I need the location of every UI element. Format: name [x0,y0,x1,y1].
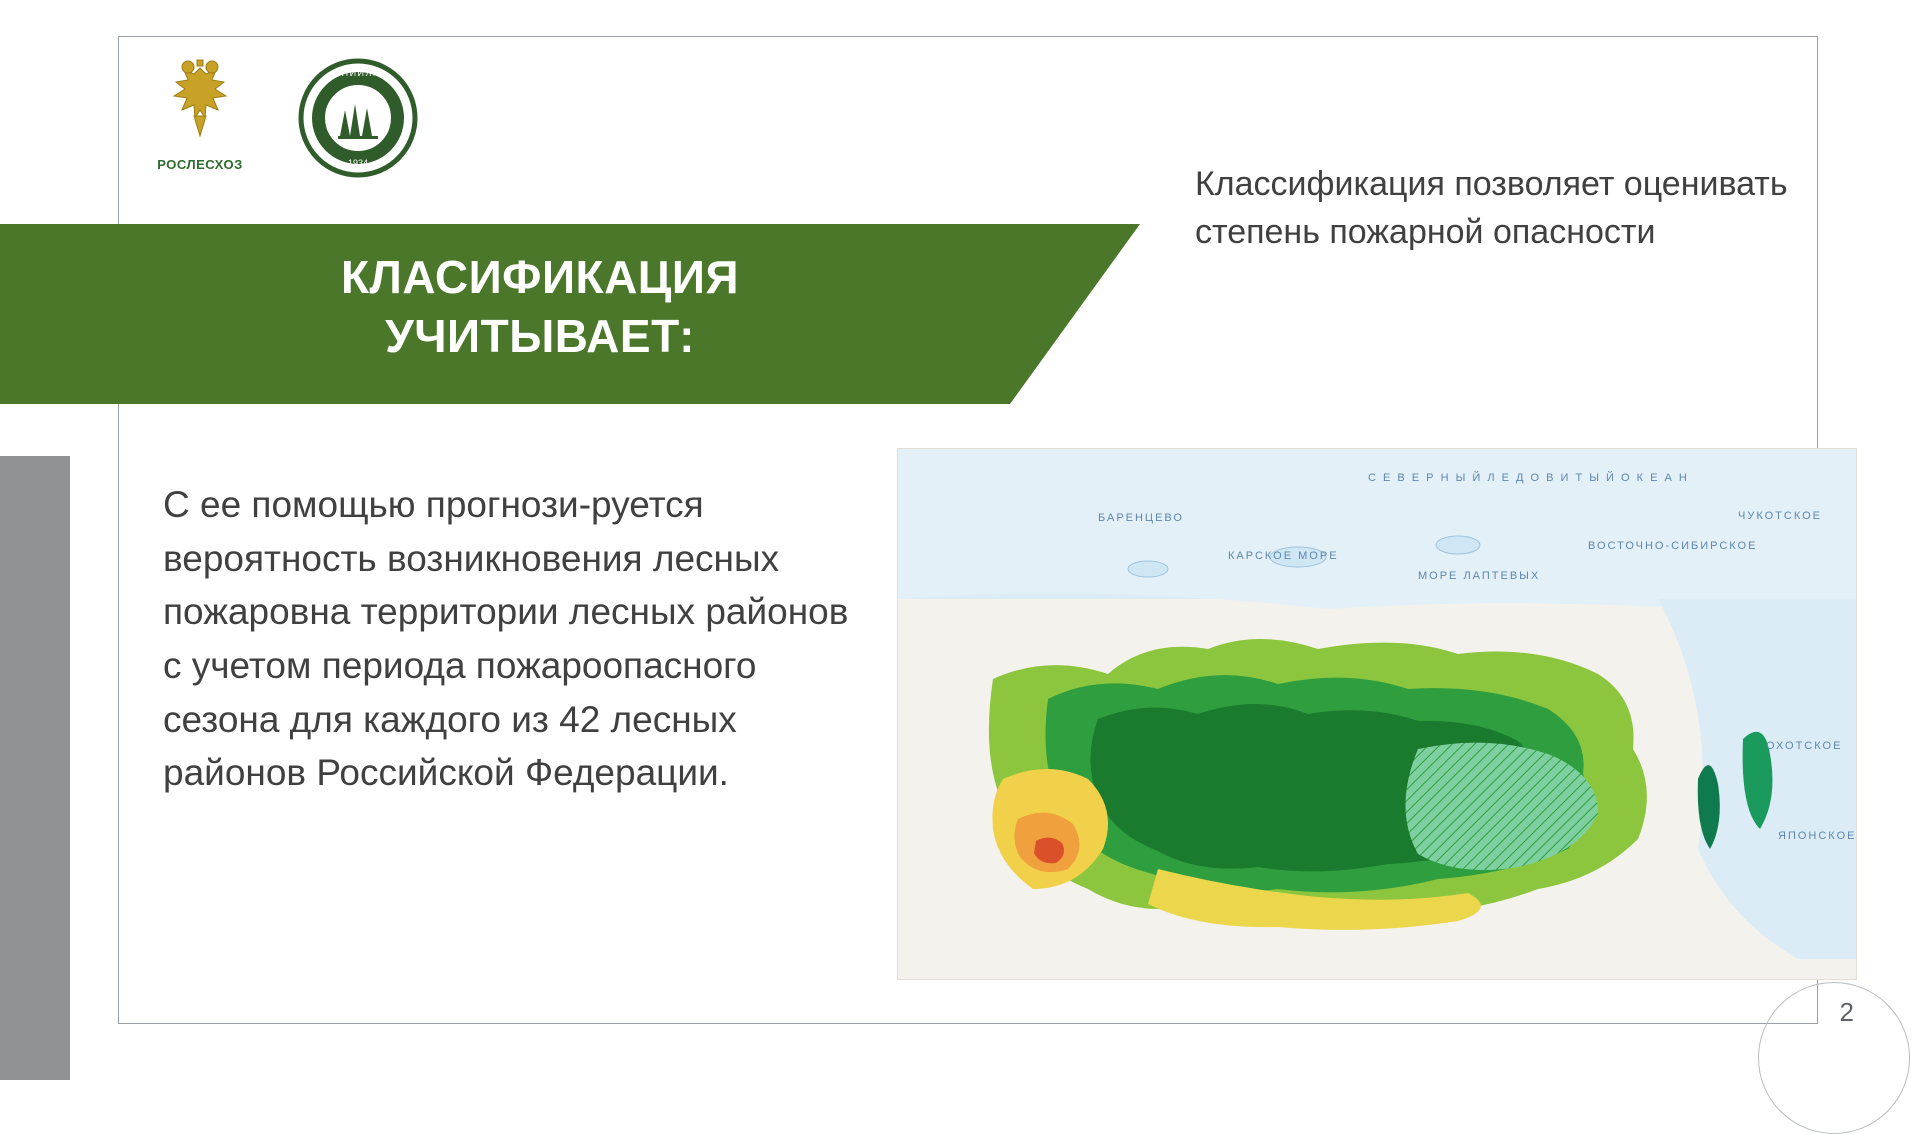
right-heading: Классификация позволяет оценивать степень пожарной опасности [1195,165,1788,252]
svg-text:ЧУКОТСКОЕ: ЧУКОТСКОЕ [1738,510,1822,522]
page-number-circle [1758,982,1910,1134]
svg-text:ОХОТСКОЕ: ОХОТСКОЕ [1766,740,1843,752]
svg-text:ВНИИЛМ: ВНИИЛМ [334,68,382,78]
title-banner [0,224,1140,404]
russia-fire-danger-map-icon [897,448,1857,980]
svg-text:ЯПОНСКОЕ: ЯПОНСКОЕ [1778,830,1856,842]
left-accent-bar [0,456,70,1080]
svg-text:1934: 1934 [347,158,369,168]
svg-text:С Е В Е Р Н Ы Й Л Е Д О В И: С Е В Е Р Н Ы Й Л Е Д О В И Т Ы Й О К Е А Н [1368,472,1689,484]
svg-text:ВОСТОЧНО-СИБИРСКОЕ: ВОСТОЧНО-СИБИРСКОЕ [1588,540,1758,552]
double-headed-eagle-emblem-icon [140,58,260,155]
page-number: 2 [1839,997,1854,1027]
svg-text:МОРЕ ЛАПТЕВЫХ: МОРЕ ЛАПТЕВЫХ [1418,570,1541,582]
logo-group [140,58,418,178]
slide-title: КЛАСИФИКАЦИЯ УЧИТЫВАЕТ: [340,251,740,362]
svg-text:КАРСКОЕ МОРЕ: КАРСКОЕ МОРЕ [1228,550,1339,562]
rosleshoz-caption: РОСЛЕСХОЗ [157,157,243,172]
svg-text:БАРЕНЦЕВО: БАРЕНЦЕВО [1098,512,1184,524]
body-paragraph: С ее помощью прогнози-руется вероятность возникновения лесных пожаровна территории лесных районов с учетом периода пожароопасного сезона для каждого из 42 лесных районов Российской Федерации. [163,484,849,794]
title-banner-stripes [890,224,1150,404]
vniilm-logo-icon [298,58,418,178]
rosleshoz-logo [140,58,260,172]
